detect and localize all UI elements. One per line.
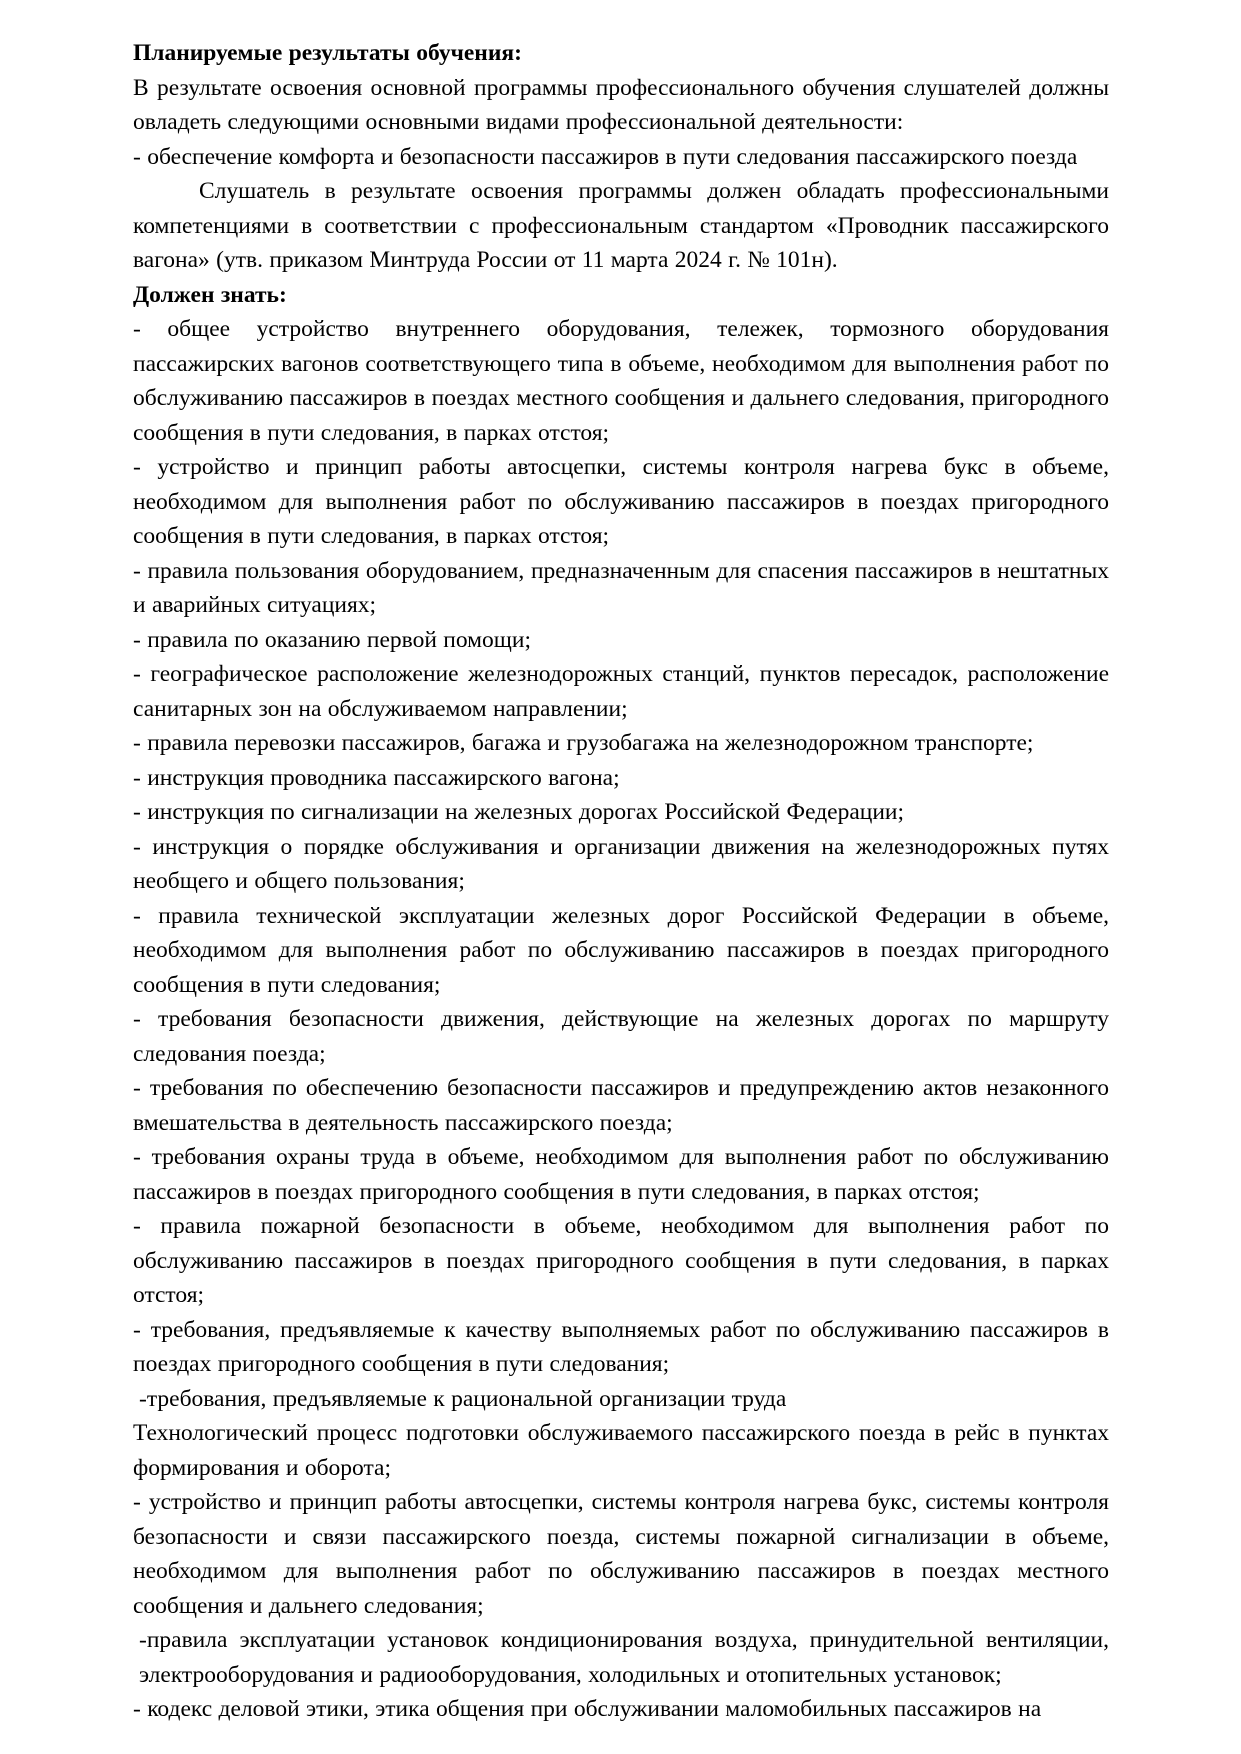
paragraph: - правила перевозки пассажиров, багажа и грузобагажа на железнодорожном транспорте; — [133, 730, 1034, 756]
paragraph: - требования безопасности движения, действующие на железных дорогах по маршруту следования поезда; — [133, 1006, 1109, 1067]
paragraph: - обеспечение комфорта и безопасности пассажиров в пути следования пассажирского поезда — [133, 143, 1078, 170]
paragraph: - географическое расположение железнодорожных станций, пунктов пересадок, расположение санитарных зон на обслуживаемом направлении; — [133, 661, 1109, 722]
paragraph: - инструкция проводника пассажирского вагона; — [133, 764, 620, 791]
paragraph: В результате освоения основной программы профессионального обучения слушателей должны овладеть следующими основными видами профессиональной деятельности: — [133, 74, 1109, 135]
paragraph: - правила пользования оборудованием, предназначенным для спасения пассажиров в нештатных и аварийных ситуациях; — [133, 557, 1109, 618]
section-heading: Должен знать: — [133, 281, 287, 308]
section-heading: Планируемые результаты обучения: — [133, 40, 522, 66]
paragraph: - общее устройство внутреннего оборудования, тележек, тормозного оборудования пассажирских вагонов соответствующего типа в объеме, необходимом для выполнения работ по обслуживанию пассажиров в поездах местного сообщения и дальнего следования, пригородного сообщения в пути следования, в парках отстоя; — [133, 316, 1109, 446]
paragraph: - правила по оказанию первой помощи; — [133, 626, 531, 653]
paragraph: Слушатель в результате освоения программы должен обладать профессиональными компетенциями в соответствии с профессиональным стандартом «Проводник пассажирского вагона» (утв. приказом Минтруда России от 11 марта 2024 г. № 101н). — [133, 178, 1109, 273]
paragraph: - требования охраны труда в объеме, необходимом для выполнения работ по обслуживанию пассажиров в поездах пригородного сообщения в пути следования, в парках отстоя; — [133, 1144, 1109, 1205]
paragraph: - устройство и принцип работы автосцепки, системы контроля нагрева букс, системы контроля безопасности и связи пассажирского поезда, системы пожарной сигнализации в объеме, необходимом для выполнения работ по обслуживанию пассажиров в поездах местного сообщения и дальнего следования; — [133, 1489, 1109, 1619]
paragraph: Технологический процесс подготовки обслуживаемого пассажирского поезда в рейс в пунктах формирования и оборота; — [133, 1420, 1109, 1481]
paragraph: - кодекс деловой этики, этика общения при обслуживании маломобильных пассажиров на — [133, 1696, 1042, 1722]
paragraph: - устройство и принцип работы автосцепки, системы контроля нагрева букс в объеме, необходимом для выполнения работ по обслуживанию пассажиров в поездах пригородного сообщения в пути следования, в парках отстоя; — [133, 454, 1109, 549]
paragraph: -правила эксплуатации установок кондиционирования воздуха, принудительной вентиляции, электрооборудования и радиооборудования, холодильных и отопительных установок; — [139, 1627, 1109, 1688]
document-content — [133, 36, 1109, 1727]
paragraph: -требования, предъявляемые к рациональной организации труда — [139, 1385, 787, 1412]
paragraph: - инструкция о порядке обслуживания и организации движения на железнодорожных путях необщего и общего пользования; — [133, 833, 1109, 894]
paragraph: - требования по обеспечению безопасности пассажиров и предупреждению актов незаконного вмешательства в деятельность пассажирского поезда; — [133, 1075, 1109, 1136]
paragraph: - требования, предъявляемые к качеству выполняемых работ по обслуживанию пассажиров в поездах пригородного сообщения в пути следования; — [133, 1316, 1109, 1377]
paragraph: - инструкция по сигнализации на железных дорогах Российской Федерации; — [133, 799, 905, 825]
paragraph: - правила пожарной безопасности в объеме, необходимом для выполнения работ по обслуживанию пассажиров в поездах пригородного сообщения в пути следования, в парках отстоя; — [133, 1213, 1109, 1308]
paragraph: - правила технической эксплуатации железных дорог Российской Федерации в объеме, необходимом для выполнения работ по обслуживанию пассажиров в поездах пригородного сообщения в пути следования; — [133, 902, 1109, 998]
